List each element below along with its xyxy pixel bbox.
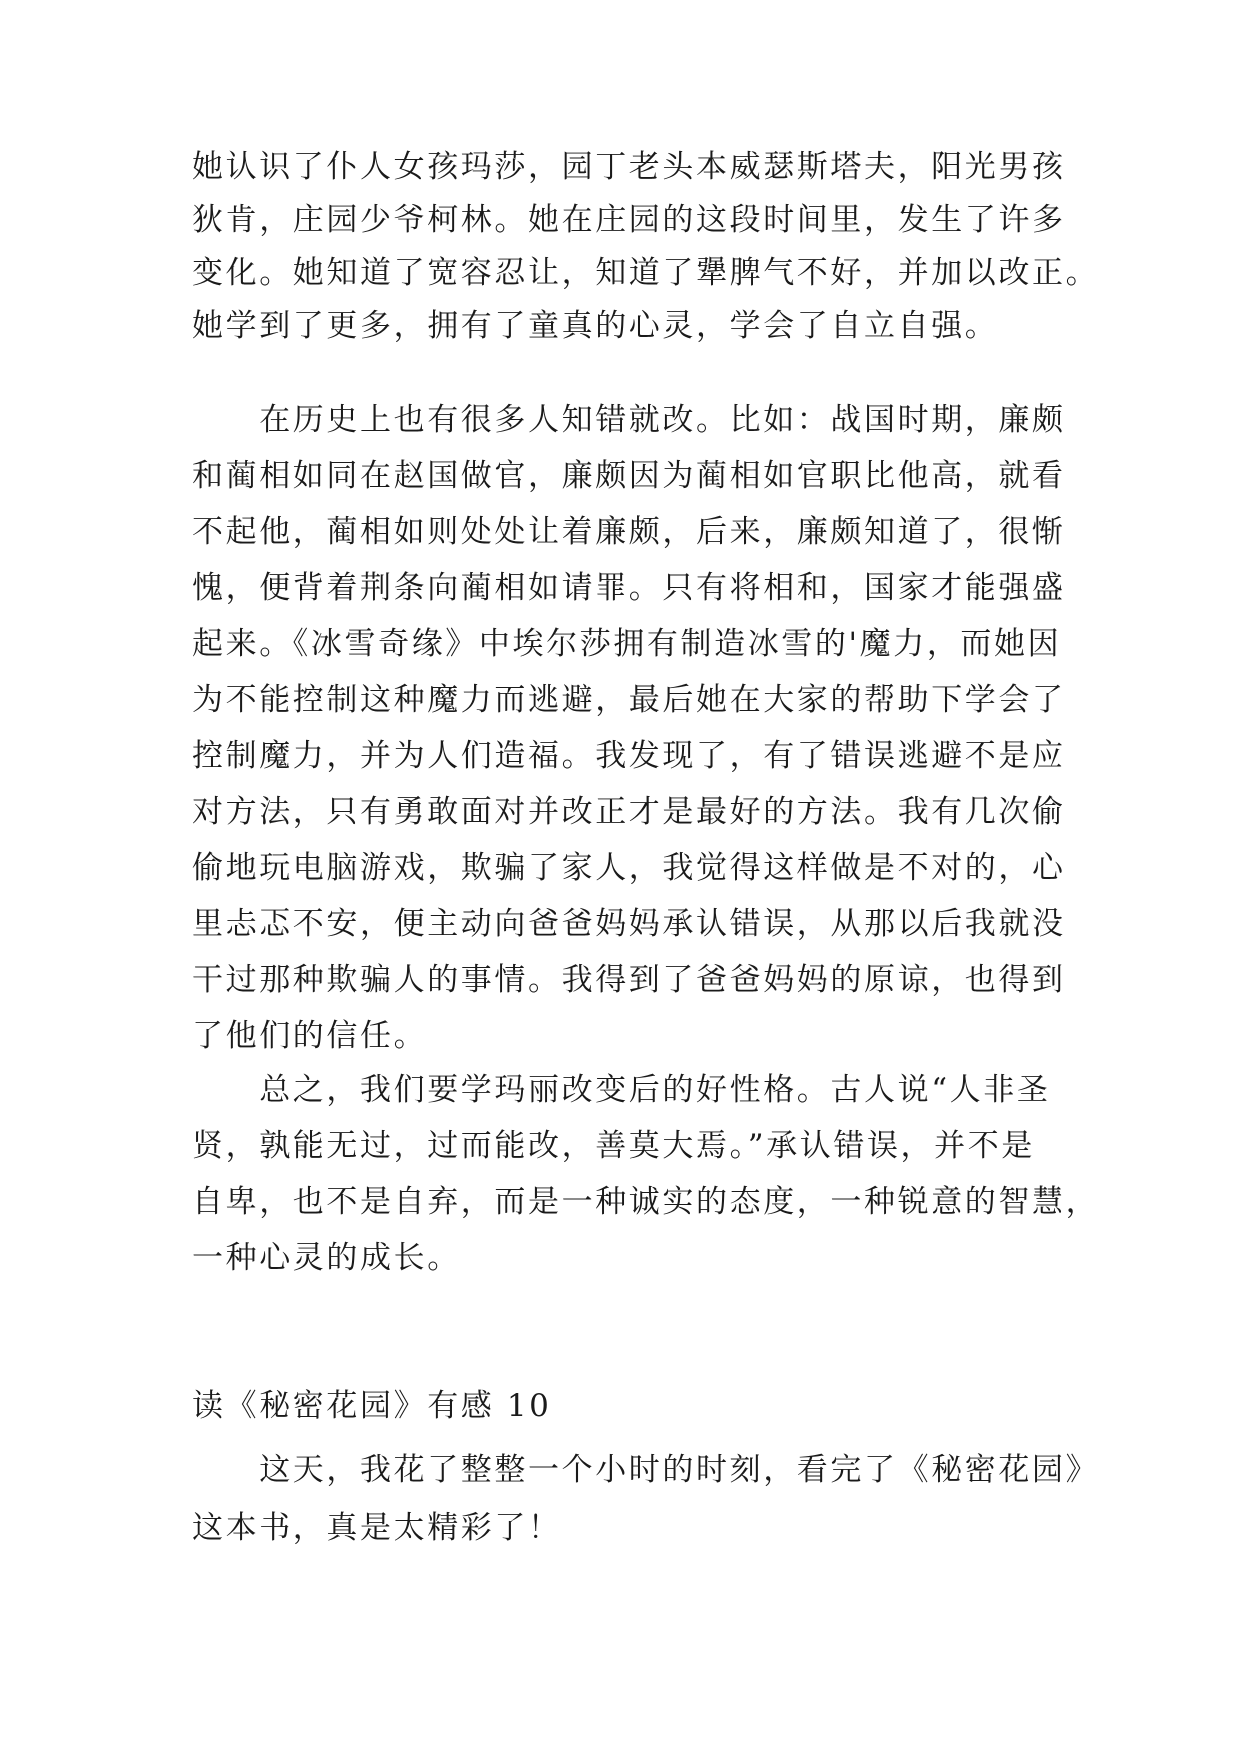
text-line: 和蔺相如同在赵国做官，廉颇因为蔺相如官职比他高，就看 bbox=[192, 458, 1066, 494]
text-line: 她学到了更多，拥有了童真的心灵，学会了自立自强。 bbox=[192, 308, 999, 344]
text-line: 总之，我们要学玛丽改变后的好性格。古人说“人非圣 bbox=[192, 1072, 1051, 1108]
text-line: 自卑，也不是自弃，而是一种诚实的态度，一种锐意的智慧， bbox=[192, 1184, 1100, 1220]
text-line: 干过那种欺骗人的事情。我得到了爸爸妈妈的原谅，也得到 bbox=[192, 962, 1066, 998]
text-line: 一种心灵的成长。 bbox=[192, 1240, 461, 1276]
text-line: 这天，我花了整整一个小时的时刻，看完了《秘密花园》 bbox=[192, 1452, 1100, 1488]
text-line: 变化。她知道了宽容忍让，知道了犟脾气不好，并加以改正。 bbox=[192, 255, 1100, 291]
text-line: 在历史上也有很多人知错就改。比如：战国时期，廉颇 bbox=[192, 402, 1066, 438]
text-line: 里忐忑不安，便主动向爸爸妈妈承认错误，从那以后我就没 bbox=[192, 906, 1066, 942]
text-line: 这本书，真是太精彩了！ bbox=[192, 1510, 562, 1546]
text-line: 偷地玩电脑游戏，欺骗了家人，我觉得这样做是不对的，心 bbox=[192, 850, 1066, 886]
text-line: 不起他，蔺相如则处处让着廉颇，后来，廉颇知道了，很惭 bbox=[192, 514, 1066, 550]
text-line: 贤，孰能无过，过而能改，善莫大焉。”承认错误，并不是 bbox=[192, 1128, 1035, 1164]
text-line: 对方法，只有勇敢面对并改正才是最好的方法。我有几次偷 bbox=[192, 794, 1066, 830]
text-line: 她认识了仆人女孩玛莎，园丁老头本威瑟斯塔夫，阳光男孩 bbox=[192, 149, 1066, 185]
text-line: 狄肯，庄园少爷柯林。她在庄园的这段时间里，发生了许多 bbox=[192, 202, 1066, 238]
text-line: 起来。《冰雪奇缘》中埃尔莎拥有制造冰雪的'魔力，而她因 bbox=[192, 626, 1062, 662]
text-line: 控制魔力，并为人们造福。我发现了，有了错误逃避不是应 bbox=[192, 738, 1066, 774]
section-title-text: 读《秘密花园》有感 10 bbox=[192, 1388, 552, 1424]
text-line: 愧，便背着荆条向蔺相如请罪。只有将相和，国家才能强盛 bbox=[192, 570, 1066, 606]
text-line: 为不能控制这种魔力而逃避，最后她在大家的帮助下学会了 bbox=[192, 682, 1066, 718]
text-line: 了他们的信任。 bbox=[192, 1018, 428, 1054]
